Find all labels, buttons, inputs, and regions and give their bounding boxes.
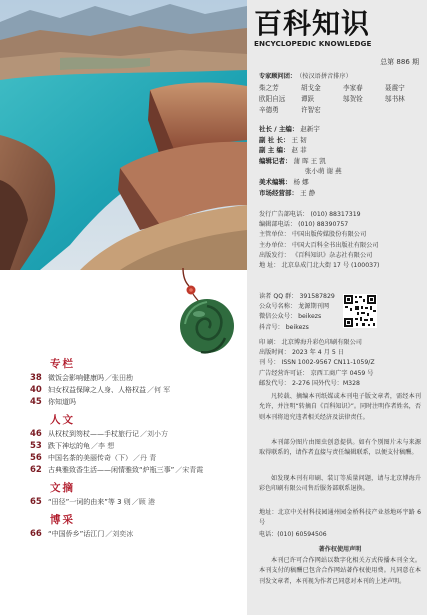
consultant-name: 谭跃 (301, 94, 315, 103)
toc-page-number: 56 (30, 453, 42, 463)
toc-section-heading: 博采 (50, 514, 75, 526)
toc-article-title: 从权杖到笏杖——手杖旅行记 (48, 430, 139, 438)
consultant-name: 邬书林 (385, 94, 405, 103)
toc-page-number: 38 (30, 373, 42, 383)
toc-article-title: 跌下神坛的龟 (48, 442, 90, 450)
issue-number: 总第 886 期 (380, 58, 419, 66)
publishing-value: ISSN 1002-9567 CN11-1059/Z (281, 359, 375, 367)
toc-author: ／刘奕冰 (105, 530, 134, 538)
social-row (259, 302, 345, 312)
qr-code-icon (343, 294, 377, 328)
social-value: beikezs (298, 313, 322, 321)
toc-entry[interactable] (30, 440, 242, 452)
social-value: 391587829 (299, 293, 335, 300)
contact-row (259, 230, 421, 240)
landscape-photo (0, 0, 247, 270)
consultants-note: （按汉语拼音排序） (296, 73, 352, 80)
toc-section-miscellany (30, 512, 242, 540)
toc-section-humanities (30, 412, 242, 476)
staff-name: 王 韧 (291, 135, 307, 144)
staff-role: 社长 / 主编： (259, 125, 299, 133)
toc-article-title: “中国侨乡”话江门 (48, 530, 105, 538)
masthead-column (247, 0, 427, 615)
reprint-notice: 凡转载、摘编本刊纸媒或本刊电子版文章者，需经本刊允许，并注明“转摘自《百科知识》”。同时注明作者姓名，否则本刊将追究违者相关经济及法律责任。 (259, 393, 421, 421)
contact-value: 北京阜成门北大街 17 号 (100037) (281, 262, 380, 270)
staff-role: 副 社 长： (259, 135, 290, 144)
quality-notice: 如发现本刊有印刷、装订等质量问题，请与北京博海升彩色印刷有限公司售后服务部联系退换。 (259, 475, 421, 493)
contact-row (259, 220, 421, 230)
staff-role: 美术编辑： (259, 177, 292, 186)
publishing-value: 2-276 国外代号：M328 (291, 379, 360, 387)
staff-name: 张小萌 谢 燕 (305, 167, 342, 176)
publishing-row (259, 338, 421, 348)
contact-value: 中国出版传媒股份有限公司 (291, 231, 367, 239)
toc-page-number: 53 (30, 441, 42, 451)
toc-entry[interactable] (30, 528, 242, 540)
social-value: 龙源期刊网 (298, 303, 330, 311)
staff-block (259, 124, 421, 198)
publishing-value: 2023 年 4 月 5 日 (291, 349, 344, 357)
toc-entry[interactable] (30, 452, 242, 464)
publishing-row (259, 358, 421, 368)
contact-value: 中国大百科全书出版社有限公司 (291, 241, 379, 249)
publishing-label: 出版时间： (259, 349, 290, 357)
toc-article-title: “田径”一词的由来”等 3 则 (48, 498, 131, 506)
jade-pendant-image (155, 268, 245, 358)
toc-section-heading: 人文 (50, 414, 75, 426)
toc-author: ／宋青霞 (175, 466, 204, 474)
copyright-heading: 著作权使用声明 (318, 546, 362, 553)
contact-row (259, 241, 421, 251)
publishing-label: 广告经营许可证： (259, 369, 309, 377)
toc-section-digest (30, 480, 242, 508)
publishing-row (259, 369, 421, 379)
consultants-block (259, 72, 421, 116)
contact-label: 主办单位： (259, 241, 290, 249)
social-label: 公众号名称： (259, 303, 297, 311)
contact-label: 地 址： (259, 262, 280, 270)
toc-article-title: 古典雅致香生活——闲情雅致“炉瓶三事” (48, 466, 175, 474)
staff-name: 杨 娜 (293, 177, 309, 186)
table-of-contents (30, 352, 242, 543)
publishing-label: 刊 号： (259, 359, 280, 367)
toc-section-column (30, 356, 242, 408)
copyright-statement: 本刊已许可合作网站以数字化相关方式传播本刊全文。本刊支付的稿酬已包含合作网站著作权使用费。凡同意在本刊发文章者，本刊视为作者已同意对本刊的上述声明。 (259, 557, 421, 585)
staff-name: 蒲 晖 王 凯 (293, 156, 326, 165)
toc-entry[interactable] (30, 428, 242, 440)
toc-section-heading: 文摘 (50, 482, 75, 494)
social-block (259, 292, 345, 333)
publishing-row (259, 379, 421, 389)
consultant-names (259, 83, 421, 116)
publishing-label: 印 刷： (259, 339, 280, 346)
toc-author: ／顾 港 (131, 498, 156, 506)
toc-page-number: 40 (30, 385, 42, 395)
staff-row (259, 145, 421, 156)
toc-entry[interactable] (30, 384, 242, 396)
contact-row (259, 251, 421, 261)
magazine-title: 百科知识 (254, 7, 371, 40)
social-label: 微信公众号： (259, 313, 297, 321)
printer-phone: 电话：(010) 60594506 (259, 531, 327, 538)
staff-role: 副 主 编： (259, 146, 290, 155)
toc-author: ／李 想 (91, 442, 115, 450)
contact-block (259, 210, 421, 271)
image-credit-notice: 本刊部分图片由图虫创意提供。如有个别图片未与来源取得联系的，请作者直接与责任编辑联系，以便支付稿酬。 (259, 439, 421, 457)
contact-value: (010) 88390757 (298, 221, 349, 229)
toc-page-number: 62 (30, 465, 42, 475)
staff-row (259, 135, 421, 146)
publishing-row (259, 348, 421, 358)
toc-page-number: 66 (30, 529, 42, 539)
publishing-label: 邮发代号： (259, 379, 290, 387)
staff-role: 市场经营部： (259, 188, 298, 197)
contact-row (259, 210, 421, 220)
consultant-name: 邬贺铨 (343, 94, 363, 103)
staff-row (259, 177, 421, 188)
consultant-name: 胡戈金 (301, 83, 321, 92)
consultant-name: 欧阳自远 (259, 94, 286, 103)
publishing-value: 北京博海升彩色印刷有限公司 (281, 339, 362, 346)
social-row (259, 292, 345, 302)
staff-name: 王 静 (300, 188, 316, 197)
contact-label: 发行广告部电话： (259, 211, 309, 218)
printer-address: 地址：北京中关村科技园通州园金桥科技产业基地环宇路 6 号 (259, 509, 421, 527)
magazine-subtitle: ENCYCLOPEDIC KNOWLEDGE (254, 39, 372, 48)
staff-name: 赵新宇 (300, 125, 320, 133)
toc-article-title: 你知道吗 (48, 398, 76, 406)
consultant-name: 许智宏 (301, 105, 321, 114)
toc-section-heading: 专栏 (50, 358, 75, 370)
consultant-name: 李家春 (343, 83, 363, 92)
toc-page-number: 46 (30, 429, 42, 439)
toc-page-number: 65 (30, 497, 42, 507)
toc-author: ／刘小方 (140, 430, 168, 438)
contact-label: 主管单位： (259, 231, 290, 239)
publishing-value: 京西工商广字 0459 号 (310, 369, 374, 377)
toc-author: ／何 军 (147, 386, 171, 394)
toc-article-title: 微饭会影响健康吗 (48, 374, 104, 382)
consultant-name: 聂震宁 (385, 83, 405, 92)
social-label: 读者 QQ 群： (259, 293, 298, 300)
social-value: beikezs (285, 323, 309, 331)
staff-role: 编辑记者： (259, 156, 292, 165)
publishing-block (259, 338, 421, 389)
toc-author: ／张田勘 (105, 374, 133, 382)
staff-row (259, 156, 421, 167)
consultants-label: 专家顾问团： (259, 73, 297, 80)
consultant-name: 柴之芳 (259, 83, 279, 92)
toc-entry[interactable] (30, 396, 242, 408)
social-row (259, 323, 345, 333)
toc-entry[interactable] (30, 496, 242, 508)
contact-value: (010) 88317319 (310, 211, 361, 218)
staff-row (259, 124, 421, 135)
contact-row (259, 261, 421, 271)
social-label: 抖音号： (259, 323, 284, 331)
toc-page-number: 45 (30, 397, 42, 407)
toc-article-title: 妇女权益保障之人身、人格权益 (48, 386, 146, 394)
toc-article-title: 中国名茶的美丽传奇（下） (48, 454, 132, 462)
contact-value: 《百科知识》杂志社有限公司 (291, 251, 373, 259)
staff-row (259, 188, 421, 199)
staff-name: 赵 菲 (291, 146, 307, 155)
contact-label: 编辑部电话： (259, 221, 297, 229)
staff-row (259, 166, 421, 177)
contact-label: 出版发行： (259, 251, 290, 259)
toc-entry[interactable] (30, 372, 242, 384)
social-row (259, 312, 345, 322)
consultant-name: 辛德勇 (259, 105, 279, 114)
toc-author: ／丹 青 (133, 454, 157, 462)
toc-entry[interactable] (30, 464, 242, 476)
